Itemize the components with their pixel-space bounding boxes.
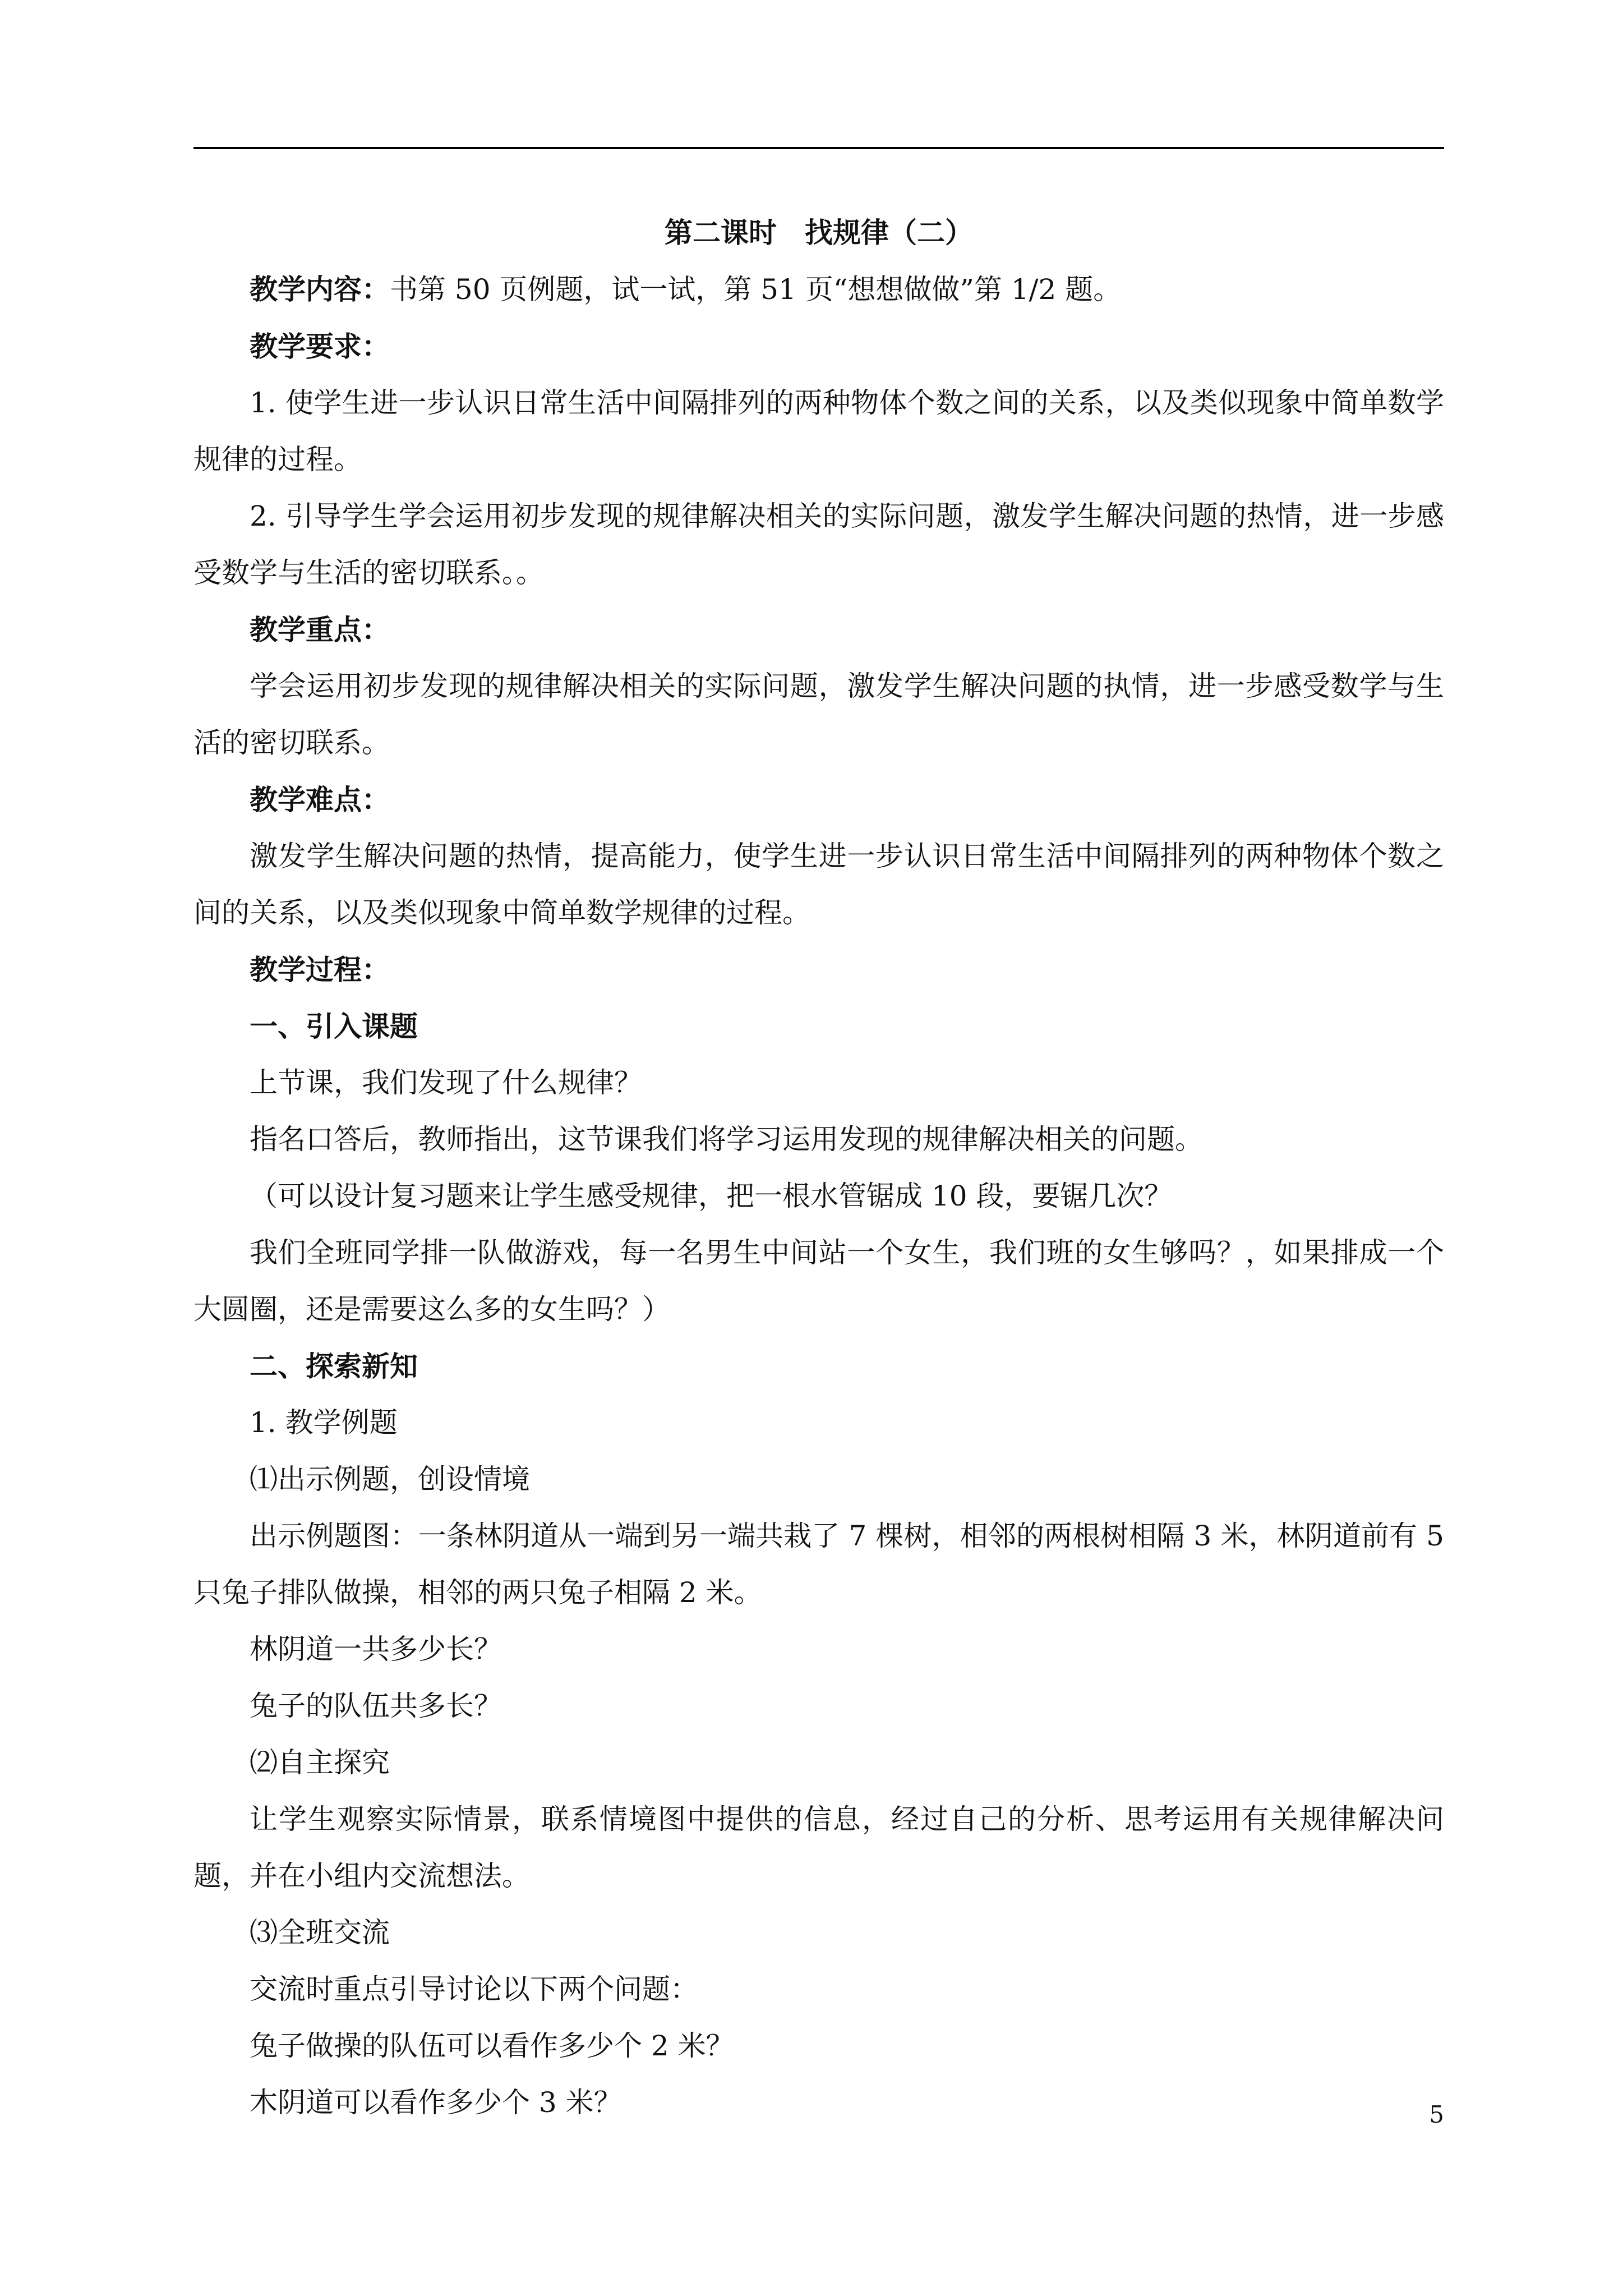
paragraph-question-1: 林阴道一共多少长？ xyxy=(250,1633,502,1665)
paragraph-intro-teacher: 指名口答后，教师指出，这节课我们将学习运用发现的规律解决相关的问题。 xyxy=(250,1123,1203,1156)
heading-difficulties: 教学难点： xyxy=(250,783,390,816)
paragraph-discussion-q1: 兔子做操的队伍可以看作多少个 2 米？ xyxy=(250,2030,734,2062)
heading-process: 教学过程： xyxy=(250,953,390,986)
paragraph-question-2: 兔子的队伍共多长？ xyxy=(250,1690,502,1722)
section-heading-explore: 二、探索新知 xyxy=(250,1350,418,1383)
paragraph-example-text: 出示例题图：一条林阴道从一端到另一端共栽了 7 棵树，相邻的两根树相隔 3 米，林阴道前有 5 只兔子排队做操，相邻的两只兔子相隔 2 米。 xyxy=(193,1520,1444,1609)
paragraph-discussion-q2: 木阴道可以看作多少个 3 米？ xyxy=(250,2086,622,2119)
heading-content: 教学内容： xyxy=(250,273,390,306)
paragraph-example-title: 1. 教学例题 xyxy=(250,1406,398,1439)
paragraph-requirement-1: 1. 使学生进一步认识日常生活中间隔排列的两种物体个数之间的关系，以及类似现象中简单数学规律的过程。 xyxy=(193,386,1444,476)
paragraph-difficulties: 激发学生解决问题的热情，提高能力，使学生进一步认识日常生活中间隔排列的两种物体个数之间的关系，以及类似现象中简单数学规律的过程。 xyxy=(193,840,1444,929)
paragraph-review-1: （可以设计复习题来让学生感受规律，把一根水管锯成 10 段，要锯几次？ xyxy=(250,1180,1173,1212)
page-number: 5 xyxy=(1429,2101,1444,2128)
section-heading-intro: 一、引入课题 xyxy=(250,1010,418,1043)
paragraph-content xyxy=(193,261,1444,318)
paragraph-discussion: 交流时重点引导讨论以下两个问题： xyxy=(250,1973,698,2005)
paragraph-step-1: ⑴出示例题，创设情境 xyxy=(250,1463,530,1496)
heading-key-points: 教学重点： xyxy=(250,613,390,646)
paragraph-explore-text: 让学生观察实际情景，联系情境图中提供的信息，经过自己的分析、思考运用有关规律解决问题，并在小组内交流想法。 xyxy=(193,1803,1444,1892)
paragraph-review-2: 我们全班同学排一队做游戏，每一名男生中间站一个女生，我们班的女生够吗？，如果排成一个大圆圈，还是需要这么多的女生吗？） xyxy=(193,1236,1444,1326)
lesson-title: 第二课时 找规律（二） xyxy=(665,216,973,249)
paragraph-intro-question: 上节课，我们发现了什么规律？ xyxy=(250,1066,642,1099)
paragraph-step-3: ⑶全班交流 xyxy=(250,1916,390,1949)
paragraph-requirement-2: 2. 引导学生学会运用初步发现的规律解决相关的实际问题，激发学生解决问题的热情，进一步感受数学与生活的密切联系。。 xyxy=(193,500,1444,589)
header-rule xyxy=(193,147,1444,149)
paragraph-step-2: ⑵自主探究 xyxy=(250,1746,390,1779)
paragraph-key-points: 学会运用初步发现的规律解决相关的实际问题，激发学生解决问题的执情，进一步感受数学与生活的密切联系。 xyxy=(193,670,1444,759)
lesson-content xyxy=(193,261,1444,2131)
content-text: 书第 50 页例题，试一试，第 51 页“想想做做”第 1/2 题。 xyxy=(390,273,1122,306)
heading-requirements: 教学要求： xyxy=(250,330,390,363)
